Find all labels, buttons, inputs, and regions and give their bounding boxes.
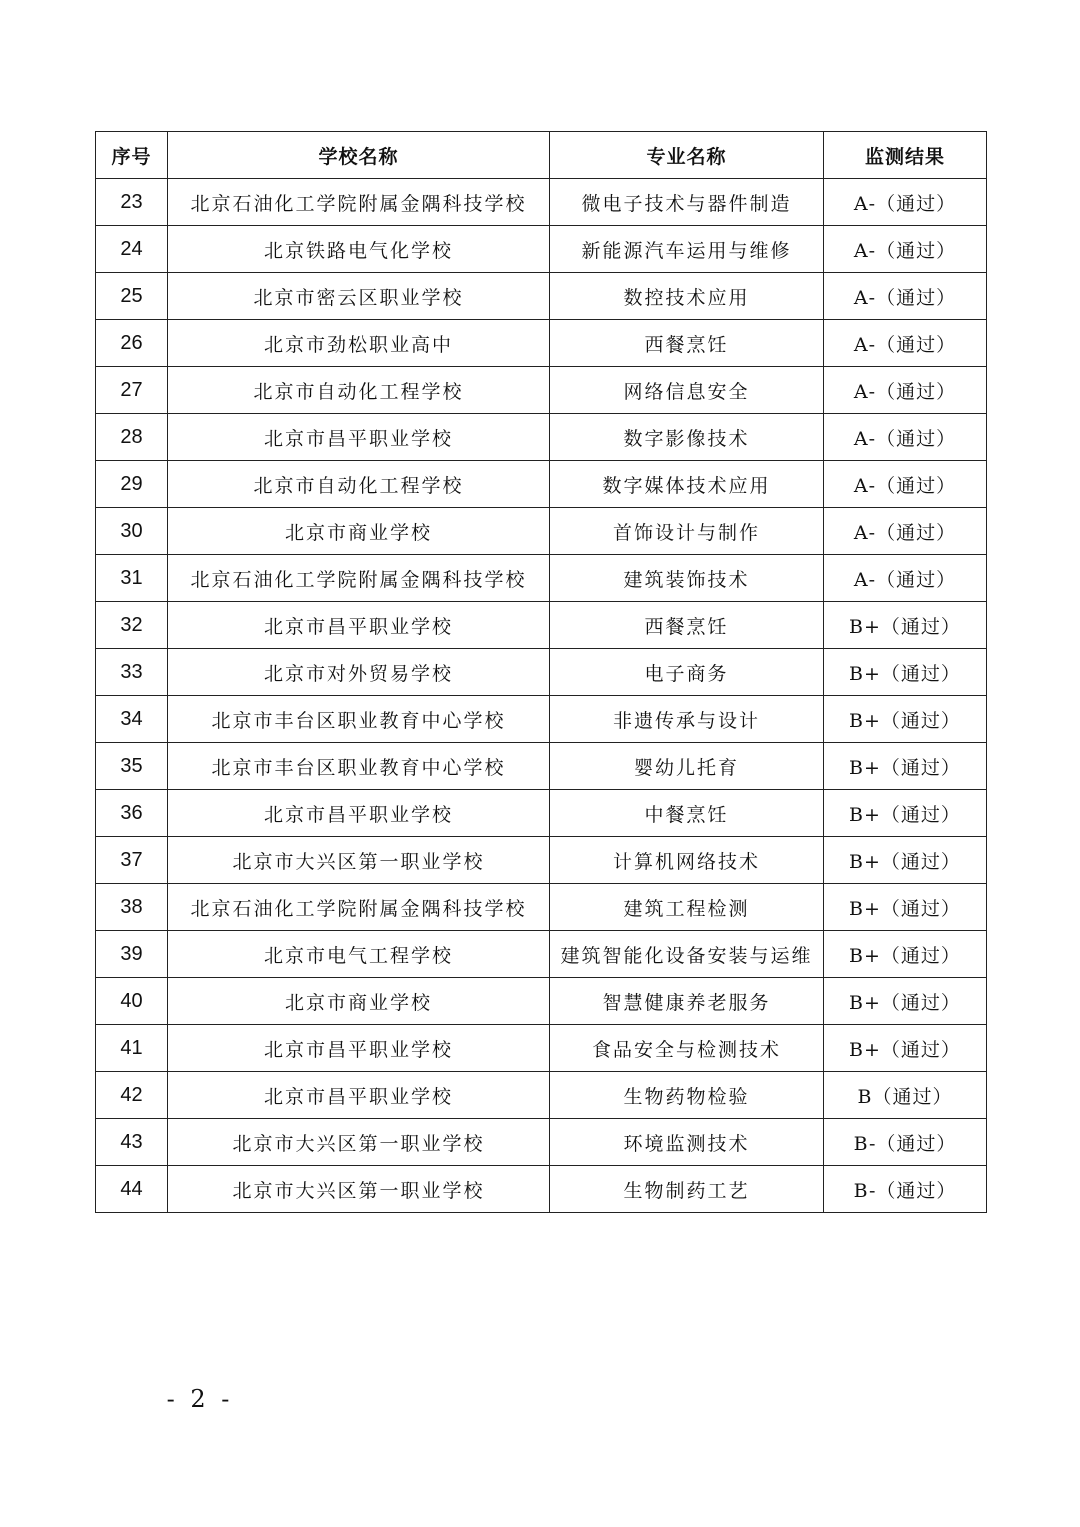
result-cell: B+（通过） <box>824 1025 987 1072</box>
row-index: 33 <box>96 649 168 696</box>
result-cell: B-（通过） <box>824 1119 987 1166</box>
monitoring-results-table <box>95 131 987 1213</box>
major-name-cell: 建筑装饰技术 <box>550 555 824 602</box>
table-row <box>96 649 987 696</box>
row-index: 34 <box>96 696 168 743</box>
school-name-cell: 北京石油化工学院附属金隅科技学校 <box>168 884 550 931</box>
table-row <box>96 1119 987 1166</box>
row-index: 44 <box>96 1166 168 1213</box>
result-cell: A-（通过） <box>824 226 987 273</box>
table-row <box>96 790 987 837</box>
major-name-cell: 生物制药工艺 <box>550 1166 824 1213</box>
row-index: 37 <box>96 837 168 884</box>
page-number: - 2 - <box>166 1385 234 1413</box>
major-name-cell: 新能源汽车运用与维修 <box>550 226 824 273</box>
table-row <box>96 978 987 1025</box>
table-row <box>96 1166 987 1213</box>
result-cell: A-（通过） <box>824 508 987 555</box>
row-index: 25 <box>96 273 168 320</box>
header-major-name: 专业名称 <box>550 132 824 179</box>
table-row <box>96 414 987 461</box>
result-cell: A-（通过） <box>824 273 987 320</box>
result-cell: B+（通过） <box>824 696 987 743</box>
result-cell: A-（通过） <box>824 367 987 414</box>
school-name-cell: 北京市昌平职业学校 <box>168 602 550 649</box>
major-name-cell: 首饰设计与制作 <box>550 508 824 555</box>
table-row <box>96 837 987 884</box>
result-cell: B+（通过） <box>824 837 987 884</box>
row-index: 35 <box>96 743 168 790</box>
row-index: 29 <box>96 461 168 508</box>
row-index: 24 <box>96 226 168 273</box>
result-cell: A-（通过） <box>824 414 987 461</box>
school-name-cell: 北京市昌平职业学校 <box>168 1025 550 1072</box>
header-index: 序号 <box>96 132 168 179</box>
major-name-cell: 数字影像技术 <box>550 414 824 461</box>
major-name-cell: 西餐烹饪 <box>550 320 824 367</box>
row-index: 38 <box>96 884 168 931</box>
major-name-cell: 电子商务 <box>550 649 824 696</box>
table-row <box>96 602 987 649</box>
school-name-cell: 北京市丰台区职业教育中心学校 <box>168 696 550 743</box>
table-row <box>96 884 987 931</box>
row-index: 28 <box>96 414 168 461</box>
major-name-cell: 环境监测技术 <box>550 1119 824 1166</box>
major-name-cell: 婴幼儿托育 <box>550 743 824 790</box>
row-index: 36 <box>96 790 168 837</box>
result-cell: B+（通过） <box>824 884 987 931</box>
school-name-cell: 北京市商业学校 <box>168 978 550 1025</box>
major-name-cell: 智慧健康养老服务 <box>550 978 824 1025</box>
school-name-cell: 北京铁路电气化学校 <box>168 226 550 273</box>
table-row <box>96 1025 987 1072</box>
major-name-cell: 非遗传承与设计 <box>550 696 824 743</box>
row-index: 40 <box>96 978 168 1025</box>
result-cell: B+（通过） <box>824 649 987 696</box>
table-row <box>96 743 987 790</box>
table-header-row <box>96 132 987 179</box>
table-row <box>96 555 987 602</box>
school-name-cell: 北京市自动化工程学校 <box>168 461 550 508</box>
result-cell: B（通过） <box>824 1072 987 1119</box>
result-cell: A-（通过） <box>824 555 987 602</box>
major-name-cell: 西餐烹饪 <box>550 602 824 649</box>
school-name-cell: 北京市劲松职业高中 <box>168 320 550 367</box>
table-row <box>96 226 987 273</box>
school-name-cell: 北京市电气工程学校 <box>168 931 550 978</box>
school-name-cell: 北京市丰台区职业教育中心学校 <box>168 743 550 790</box>
school-name-cell: 北京市昌平职业学校 <box>168 790 550 837</box>
school-name-cell: 北京市自动化工程学校 <box>168 367 550 414</box>
school-name-cell: 北京市商业学校 <box>168 508 550 555</box>
table-row <box>96 696 987 743</box>
major-name-cell: 建筑工程检测 <box>550 884 824 931</box>
row-index: 26 <box>96 320 168 367</box>
row-index: 32 <box>96 602 168 649</box>
table-row <box>96 1072 987 1119</box>
school-name-cell: 北京市密云区职业学校 <box>168 273 550 320</box>
school-name-cell: 北京市大兴区第一职业学校 <box>168 1166 550 1213</box>
row-index: 42 <box>96 1072 168 1119</box>
result-cell: B-（通过） <box>824 1166 987 1213</box>
school-name-cell: 北京市昌平职业学校 <box>168 1072 550 1119</box>
row-index: 39 <box>96 931 168 978</box>
school-name-cell: 北京石油化工学院附属金隅科技学校 <box>168 555 550 602</box>
school-name-cell: 北京市大兴区第一职业学校 <box>168 837 550 884</box>
major-name-cell: 数字媒体技术应用 <box>550 461 824 508</box>
result-cell: B+（通过） <box>824 743 987 790</box>
row-index: 30 <box>96 508 168 555</box>
table-row <box>96 367 987 414</box>
result-cell: A-（通过） <box>824 320 987 367</box>
row-index: 41 <box>96 1025 168 1072</box>
row-index: 31 <box>96 555 168 602</box>
major-name-cell: 建筑智能化设备安装与运维 <box>550 931 824 978</box>
row-index: 27 <box>96 367 168 414</box>
header-result: 监测结果 <box>824 132 987 179</box>
school-name-cell: 北京市对外贸易学校 <box>168 649 550 696</box>
result-cell: A-（通过） <box>824 179 987 226</box>
header-school-name: 学校名称 <box>168 132 550 179</box>
major-name-cell: 网络信息安全 <box>550 367 824 414</box>
table-row <box>96 508 987 555</box>
major-name-cell: 生物药物检验 <box>550 1072 824 1119</box>
school-name-cell: 北京石油化工学院附属金隅科技学校 <box>168 179 550 226</box>
result-cell: B+（通过） <box>824 978 987 1025</box>
table-row <box>96 931 987 978</box>
table-row <box>96 179 987 226</box>
result-cell: A-（通过） <box>824 461 987 508</box>
result-cell: B+（通过） <box>824 602 987 649</box>
table-row <box>96 461 987 508</box>
school-name-cell: 北京市大兴区第一职业学校 <box>168 1119 550 1166</box>
major-name-cell: 微电子技术与器件制造 <box>550 179 824 226</box>
row-index: 43 <box>96 1119 168 1166</box>
table-row <box>96 273 987 320</box>
school-name-cell: 北京市昌平职业学校 <box>168 414 550 461</box>
major-name-cell: 数控技术应用 <box>550 273 824 320</box>
table-row <box>96 320 987 367</box>
result-cell: B+（通过） <box>824 931 987 978</box>
major-name-cell: 计算机网络技术 <box>550 837 824 884</box>
row-index: 23 <box>96 179 168 226</box>
major-name-cell: 中餐烹饪 <box>550 790 824 837</box>
table-body <box>96 179 987 1213</box>
major-name-cell: 食品安全与检测技术 <box>550 1025 824 1072</box>
result-cell: B+（通过） <box>824 790 987 837</box>
